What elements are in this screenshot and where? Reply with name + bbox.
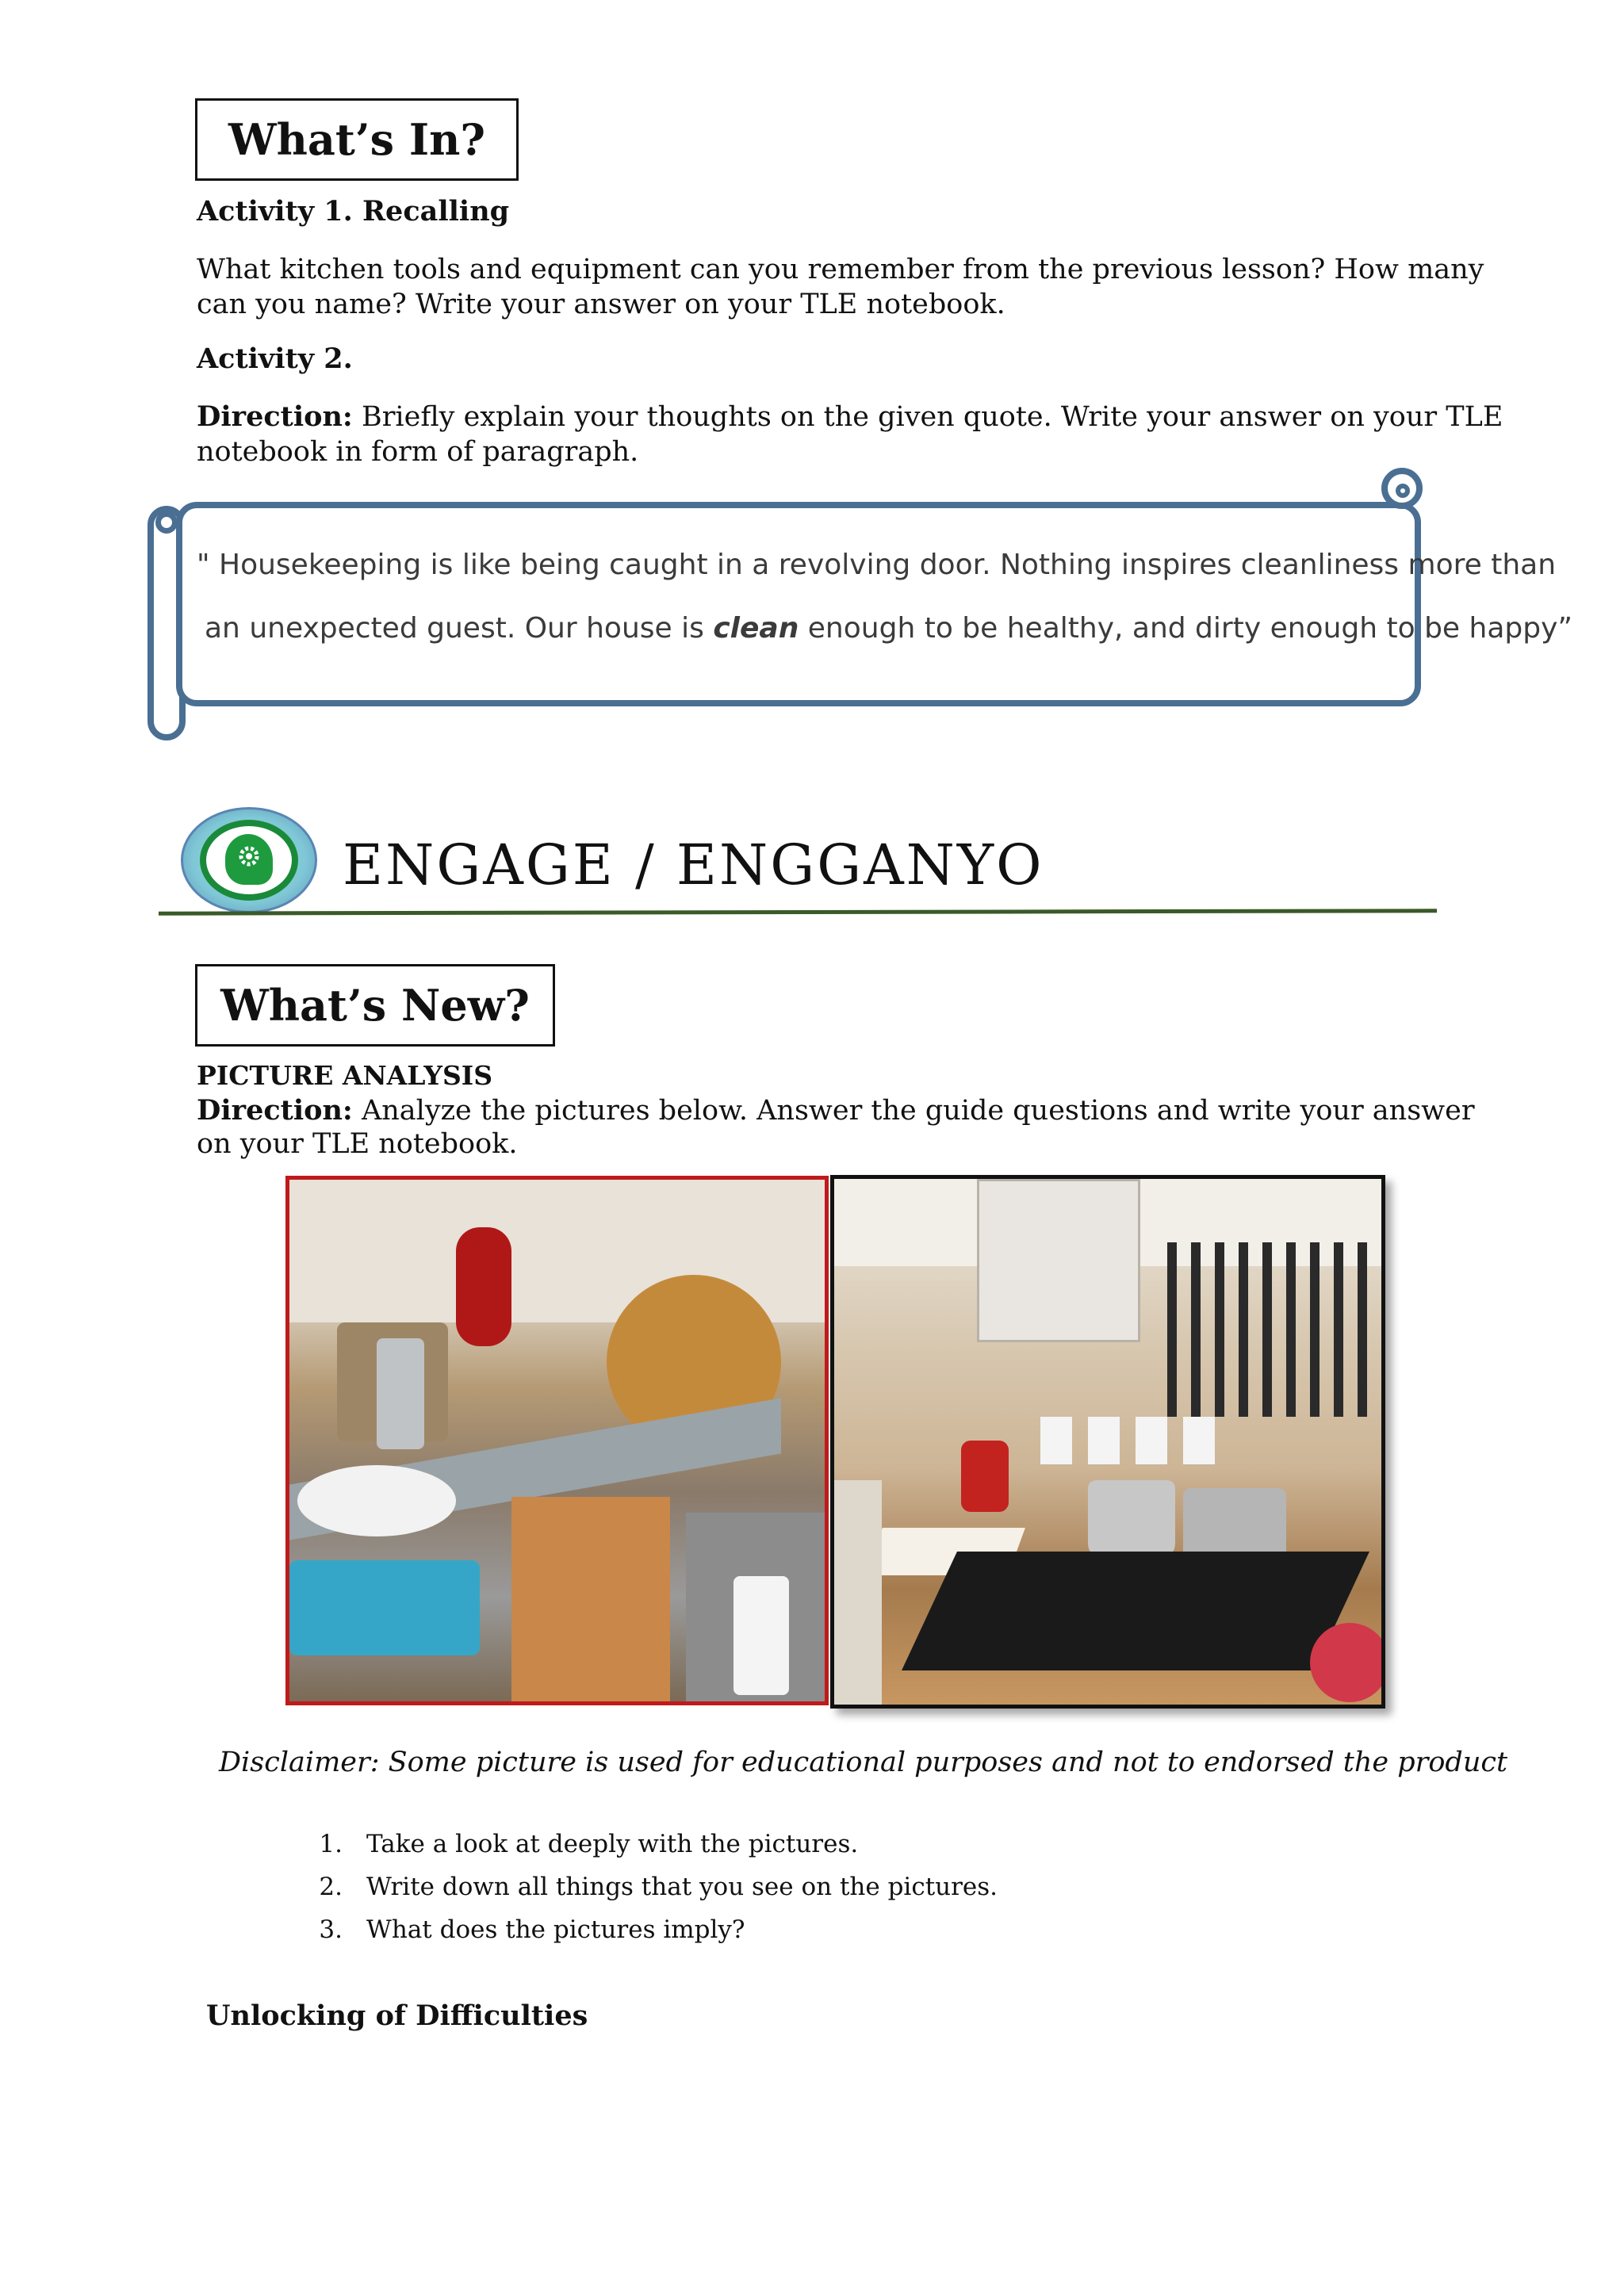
whats-in-heading-box xyxy=(195,98,519,181)
list-item xyxy=(295,1915,998,1944)
activity1-line1: What kitchen tools and equipment can you remember from the previous lesson? How many xyxy=(197,254,1484,285)
scroll-left-curl-icon xyxy=(155,511,178,534)
quote-emphasis: clean xyxy=(713,612,799,645)
scroll-right-curl-inner-icon xyxy=(1396,484,1410,498)
activity2-direction xyxy=(197,400,1503,469)
list-item-number: 1. xyxy=(319,1830,343,1858)
list-item-text: What does the pictures imply? xyxy=(366,1915,745,1944)
quote-line1: " Housekeeping is like being caught in a revolving door. Nothing inspires cleanliness more than xyxy=(197,549,1557,581)
direction-text-line1: Briefly explain your thoughts on the given quote. Write your answer on your TLE xyxy=(352,401,1503,433)
list-item xyxy=(295,1873,998,1901)
whats-new-direction xyxy=(197,1094,1475,1161)
quote-scroll xyxy=(176,502,1421,706)
quote-line2-end: enough to be healthy, and dirty enough to be happy” xyxy=(799,612,1573,645)
gear-icon xyxy=(235,842,263,871)
activity1-text xyxy=(197,252,1484,322)
picture-analysis-title: PICTURE ANALYSIS xyxy=(197,1060,493,1091)
messy-kitchen-photo xyxy=(285,1176,829,1705)
list-item-text: Write down all things that you see on the pictures. xyxy=(366,1873,998,1901)
activity1-title: Activity 1. Recalling xyxy=(197,195,510,228)
list-item-number: 2. xyxy=(319,1873,343,1901)
list-item xyxy=(295,1830,998,1858)
quote-line2 xyxy=(205,612,1572,645)
list-item-number: 3. xyxy=(319,1915,343,1944)
whats-new-heading-box xyxy=(195,964,555,1047)
whats-new-direction-line1: Analyze the pictures below. Answer the guide questions and write your answer xyxy=(352,1095,1475,1127)
list-item-text: Take a look at deeply with the pictures. xyxy=(366,1830,859,1858)
whats-new-direction-line2: on your TLE notebook. xyxy=(197,1128,518,1160)
activity2-title: Activity 2. xyxy=(197,342,353,375)
whats-new-direction-label: Direction: xyxy=(197,1094,353,1127)
guide-questions-list xyxy=(295,1830,998,1944)
disclaimer-text: Disclaimer: Some picture is used for educational purposes and not to endorsed the product xyxy=(219,1747,1508,1778)
direction-text-line2: notebook in form of paragraph. xyxy=(197,436,639,468)
clean-kitchen-photo xyxy=(830,1175,1385,1709)
unlocking-difficulties-title: Unlocking of Difficulties xyxy=(206,1999,588,2032)
whats-new-heading: What’s New? xyxy=(220,980,530,1031)
activity1-line2: can you name? Write your answer on your TLE notebook. xyxy=(197,289,1005,320)
engage-divider xyxy=(159,909,1437,915)
direction-label: Direction: xyxy=(197,400,353,433)
quote-line2-start: an unexpected guest. Our house is xyxy=(205,612,714,645)
engage-title: ENGAGE / ENGGANYO xyxy=(343,832,1044,897)
whats-in-heading: What’s In? xyxy=(228,114,485,165)
